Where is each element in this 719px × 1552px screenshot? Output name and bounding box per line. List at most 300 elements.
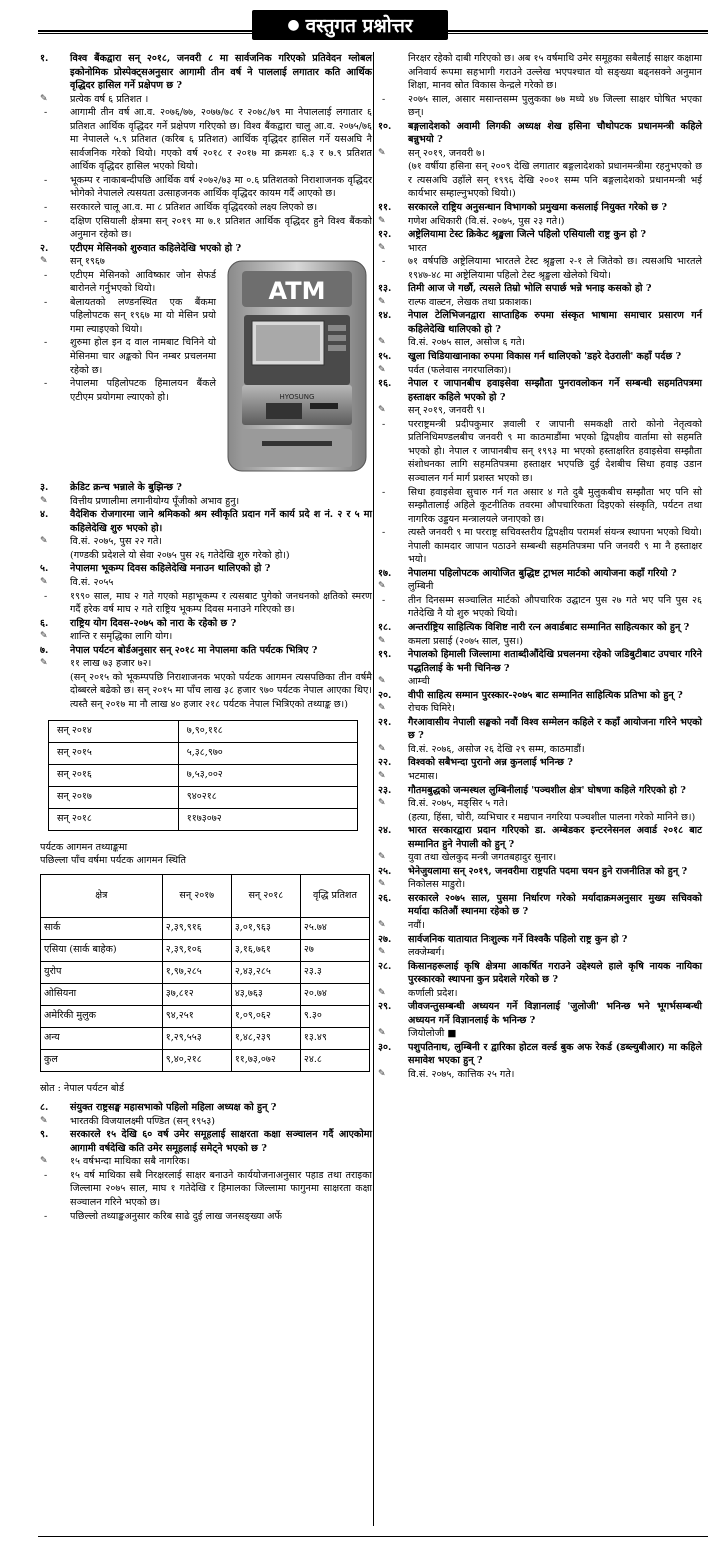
- question-text: बङ्गलादेशको अवामी लिगकी अध्यक्ष शेख हसिना चौथोपटक प्रधानमन्त्री कहिले बन्नुभयो ?: [408, 120, 702, 146]
- answer-pen-icon: ✎: [40, 536, 48, 547]
- question-number: ५.: [40, 563, 49, 575]
- table-row: [49, 742, 358, 764]
- detail-item: [40, 590, 372, 617]
- value-cell: १,४८,२३९: [231, 1027, 300, 1049]
- detail-text: सिधा हवाइसेवा सुचारु गर्न गत असार ४ गते दुबै मुलुकबीच सम्झौता भए पनि सो सम्झौतालाई अहिले कूटनीतिक तवरमा औपचारिकता दिइएको संस्कृति, पर्यटन तथा नागरिक उड्डयन मन्त्रालयले जनाएको छ।: [408, 486, 702, 525]
- question-text: एटीएम मेसिनको शुरुवात कहिलेदेखि भएको हो ?: [70, 242, 242, 254]
- region-cell: सार्क: [41, 917, 163, 939]
- table-row: [41, 1005, 370, 1027]
- detail-item: [40, 1169, 372, 1210]
- question-text: भारत सरकारद्वारा प्रदान गरिएको डा. अम्बेडकर इन्टरनेसनल अवार्ड २०१८ बाट सम्मानित हुने नेपाली को हुन् ?: [408, 825, 702, 850]
- question-number: १७.: [378, 567, 392, 579]
- value-cell: १३.४९: [300, 1027, 369, 1049]
- detail-item: [40, 377, 216, 404]
- question: [378, 350, 702, 364]
- dash-icon: -: [382, 594, 386, 606]
- answer-text: लक्जेम्बर्ग।: [408, 947, 445, 959]
- question-text: सार्वजनिक यातायात निःशुल्क गर्ने विश्वकै पहिलो राष्ट्र कुन हो ?: [408, 933, 628, 945]
- answer-text: सन् २०१९, जनवरी ९।: [408, 405, 485, 417]
- question: [378, 309, 702, 336]
- qa-block-3: [40, 1101, 372, 1223]
- detail-item: [378, 526, 702, 567]
- answer-text: रोचक घिमिरे।: [408, 703, 455, 715]
- question-number: १५.: [378, 351, 392, 363]
- answer-pen-icon: ✎: [40, 631, 48, 642]
- dash-icon: -: [382, 256, 386, 268]
- question-number: २२.: [378, 757, 392, 769]
- note-text: निरक्षर रहेको दाबी गरिएको छ। अब १५ वर्षमाथि उमेर समूहका सबैलाई साक्षर कक्षामा अनिवार्य रूपमा सहभागी गराउने उल्लेख भएपश्चात यो सङ्ख्या बढ्नसक्ने अनुमान शिक्षा, मानव स्रोत विकास केन्द्रले गरेको छ।: [408, 53, 702, 92]
- dash-icon: -: [44, 1169, 48, 1181]
- dash-icon: -: [44, 174, 48, 186]
- note-text: (७१ वर्षीया हसिना सन् २००९ देखि लगातार बङ्गलादेशको प्रधानमन्त्रीमा रहनुभएको छ र त्यसअघि उहाँले सन् १९९६ देखि २००१ सम्म पनि बङ्गलादेशको प्रधानमन्त्री भई कार्यभार सम्हाल्नुभएको थियो।): [408, 161, 702, 200]
- detail-text: दक्षिण एसियाली क्षेत्रमा सन् २०१९ मा ७.१ प्रतिशत आर्थिक वृद्धिदर हुने विश्व बैंकको अनुमान रहेको छ।: [70, 215, 372, 241]
- answer-text: वि.सं. २०७५, कात्तिक २५ गते।: [408, 1069, 515, 1081]
- region-cell: युरोप: [41, 961, 163, 983]
- answer-text: नवौं।: [408, 920, 425, 931]
- answer-text: भारत: [408, 242, 427, 254]
- detail-text: सरकारले चालू आ.व. मा ८ प्रतिशत आर्थिक वृद्धिदरको लक्ष्य लिएको छ।: [70, 202, 318, 214]
- year-cell: सन् २०१५: [49, 742, 179, 764]
- answer: [378, 675, 702, 689]
- value-cell: १,९७,२८५: [162, 961, 231, 983]
- table-row: [49, 786, 358, 808]
- answer-text: वि.सं. २०७५, पुस २२ गते।: [70, 536, 163, 548]
- answer-pen-icon: ✎: [40, 495, 48, 506]
- value-cell: २,३९,९१६: [162, 917, 231, 939]
- atm-image: [222, 257, 372, 477]
- detail-item: [378, 486, 702, 527]
- left-column: [40, 52, 372, 1223]
- question-number: २५.: [378, 865, 392, 877]
- detail-item: [378, 418, 702, 486]
- question-number: ६.: [40, 617, 49, 629]
- answer-text: कर्णाली प्रदेश।: [408, 987, 458, 999]
- question-number: १०.: [378, 120, 392, 132]
- answer-text: ११ लाख ७३ हजार ७२।: [70, 658, 152, 670]
- value-cell: २,४३,२८५: [231, 961, 300, 983]
- answer-text: वि.सं. २०७५, मङ्सिर ५ गते।: [408, 798, 508, 810]
- table-row: [49, 764, 358, 786]
- answer-pen-icon: ✎: [378, 798, 386, 809]
- answer-text: गणेश अधिकारी (वि.सं. २०७५, पुस २३ गते।): [408, 215, 565, 227]
- detail-text: पछिल्लो तथ्याङ्कअनुसार करिब साढे दुई लाख जनसङ्ख्या अर्फे: [70, 1210, 282, 1222]
- answer: [40, 255, 216, 269]
- value-cell: ३,१६,७६१: [231, 939, 300, 961]
- table-row: [41, 1049, 370, 1071]
- region-cell: कुल: [41, 1049, 163, 1071]
- table-row: [41, 983, 370, 1005]
- question: [40, 52, 372, 93]
- table-row: [49, 720, 358, 742]
- question: [378, 824, 702, 851]
- question: [378, 933, 702, 947]
- answer: [378, 851, 702, 865]
- value-cell: २४.८: [300, 1049, 369, 1071]
- answer-pen-icon: ✎: [378, 879, 386, 890]
- question-number: २७.: [378, 933, 392, 945]
- detail-text: तीन दिनसम्म सञ्चालित मार्टको औपचारिक उद्घाटन पुस २७ गते भए पनि पुस २६ गतेदेखि नै यो शुरु भएको थियो।: [408, 594, 702, 620]
- answer: [40, 93, 372, 107]
- year-cell: सन् २०१७: [49, 786, 179, 808]
- question-text: विश्व बैंकद्वारा सन् २०१८, जनवरी ८ मा सार्वजनिक गरिएको प्रतिवेदन ग्लोबल इकोनोमिक प्रोस्पेक्ट्सअनुसार आगामी तीन वर्ष ने पाललाई लगातार कति आर्थिक वृद्धिदर हासिल गर्ने प्रक्षेपण छ ?: [70, 53, 372, 92]
- dash-icon: -: [44, 337, 48, 349]
- value-cell: ९.३०: [300, 1005, 369, 1027]
- question-number: २९.: [378, 1001, 392, 1013]
- answer-pen-icon: ✎: [378, 987, 386, 998]
- detail-item: [40, 201, 372, 215]
- value-cell: २७: [300, 939, 369, 961]
- table-row: [41, 961, 370, 983]
- detail-text: एटीएम मेसिनको आविष्कार जोन सेफर्ड बारोनले गर्नुभएको थियो।: [70, 269, 216, 295]
- answer-text: वि.सं. २०७६, असोज २६ देखि २९ सम्म, काठमाडौं।: [408, 743, 585, 755]
- question: [40, 1128, 372, 1155]
- answer: [378, 1027, 702, 1041]
- question-text: अष्ट्रेलियामा टेस्ट क्रिकेट श्रृङ्खला जित्ने पहिलो एसियाली राष्ट्र कुन हो ?: [408, 229, 647, 241]
- question: [378, 716, 702, 743]
- dash-icon: -: [44, 202, 48, 214]
- table-source: स्रोत : नेपाल पर्यटन बोर्ड: [40, 1082, 124, 1094]
- value-cell: ३७,८१२: [162, 983, 231, 1005]
- question: [378, 784, 702, 798]
- bullet-icon: ●: [287, 17, 300, 33]
- question-text: नेपाल र जापानबीच हवाइसेवा सम्झौता पुनरावलोकन गर्ने सम्बन्धी सहमतिपत्रमा हस्ताक्षर कहिले भएको हो ?: [408, 378, 702, 403]
- dash-icon: -: [44, 269, 48, 281]
- question-number: ३.: [40, 482, 49, 494]
- question-number: २६.: [378, 892, 392, 904]
- question-number: ९.: [40, 1129, 49, 1141]
- answer-pen-icon: ✎: [378, 242, 386, 253]
- question-number: १६.: [378, 378, 392, 390]
- answer-pen-icon: ✎: [378, 852, 386, 863]
- count-cell: ११७३०७२: [178, 808, 357, 830]
- caption-1: पर्यटक आगमन तथ्याङ्कमा: [40, 841, 128, 853]
- detail-text: ७१ वर्षपछि अष्ट्रेलियामा भारतले टेस्ट श्रृङ्खला २-१ ले जितेको छ। त्यसअघि भारतले १९४७-४८ मा अष्ट्रेलियामा पहिलो टेस्ट श्रृङ्खला खेलेको थियो।: [408, 256, 702, 281]
- question: [378, 892, 702, 919]
- answer-pen-icon: ✎: [378, 770, 386, 781]
- answer-text: प्रत्येक वर्ष ६ प्रतिशत ।: [70, 93, 149, 105]
- question-number: ७.: [40, 644, 49, 656]
- question: [378, 960, 702, 987]
- answer: [378, 635, 702, 649]
- question-number: १.: [40, 53, 49, 64]
- question-text: संयुक्त राष्ट्रसङ्घ महासभाको पहिलो महिला अध्यक्ष को हुन् ?: [70, 1102, 277, 1114]
- question: [378, 282, 702, 296]
- detail-item: [40, 174, 372, 201]
- note-text: (हत्या, हिंसा, चोरी, व्यभिचार र मद्यपान नगरिया पञ्चशील पालना गरेको मानिने छ।): [408, 811, 696, 823]
- section-title-text: वस्तुगत प्रश्नोत्तर: [305, 15, 413, 37]
- answer: [378, 580, 702, 594]
- answer-text: राल्फ वाल्र्टन, लेखक तथा प्रकाशक।: [408, 296, 532, 308]
- answer-text: सन् २०१९, जनवरी ७।: [408, 147, 485, 159]
- answer: [378, 743, 702, 757]
- question-number: १४.: [378, 310, 392, 322]
- region-cell: एसिया (सार्क बाहेक): [41, 939, 163, 961]
- answer: [40, 535, 372, 549]
- question-text: वीपी साहित्य सम्मान पुरस्कार-२०७५ बाट सम्मानित साहित्यिक प्रतिभा को हुन् ?: [408, 689, 683, 701]
- answer: [378, 242, 702, 256]
- answer-pen-icon: ✎: [40, 1115, 48, 1126]
- value-cell: २३.३: [300, 961, 369, 983]
- answer: [40, 576, 372, 590]
- question: [378, 689, 702, 703]
- detail-text: शुरुमा होल इन द वाल नामबाट चिनिने यो मेसिनमा चार अङ्कको पिन नम्बर प्रचलनमा रहेको छ।: [70, 337, 216, 376]
- atm-machine-icon: [222, 257, 372, 477]
- question: [378, 1041, 702, 1068]
- qa-block-1: [40, 52, 372, 255]
- question-text: गैरआवासीय नेपाली सङ्घको नवौं विश्व सम्मेलन कहिले र कहाँ आयोजना गरिने भएको छ ?: [408, 716, 702, 742]
- answer: [40, 1115, 372, 1129]
- answer-text: निकोलस माडुरो।: [408, 879, 466, 891]
- answer-pen-icon: ✎: [378, 920, 386, 930]
- question-number: २४.: [378, 825, 392, 837]
- dash-icon: -: [44, 378, 48, 390]
- answer-text: भटमास।: [408, 770, 438, 782]
- dash-icon: -: [382, 527, 386, 539]
- question-number: १२.: [378, 229, 392, 241]
- dash-icon: -: [44, 590, 48, 602]
- answer-pen-icon: ✎: [378, 1028, 386, 1039]
- year-cell: सन् २०१६: [49, 764, 179, 786]
- answer-text: शान्ति र समृद्धिका लागि योग।: [70, 631, 173, 643]
- region-cell: ओसियना: [41, 983, 163, 1005]
- region-cell: अमेरिकी मुलुक: [41, 1005, 163, 1027]
- answer-pen-icon: ✎: [378, 337, 386, 348]
- footer-rule: [38, 1536, 708, 1537]
- count-cell: ७,९०,११८: [178, 720, 357, 742]
- question-text: गौतमबुद्धको जन्मस्थल लुम्बिनीलाई 'पञ्चशील क्षेत्र' घोषणा कहिले गरिएको हो ?: [408, 784, 686, 796]
- answer: [378, 147, 702, 161]
- table-header-row: [41, 874, 370, 917]
- question-number: ४.: [40, 509, 49, 521]
- column-header: सन् २०१८: [231, 874, 300, 917]
- dash-icon: -: [44, 1210, 48, 1222]
- table-row: [41, 939, 370, 961]
- answer-text: पर्वत (फलेवास नगरपालिका)।: [408, 364, 512, 376]
- answer: [378, 987, 702, 1001]
- region-cell: अन्य: [41, 1027, 163, 1049]
- question-text: तिमी आज जे गर्छौ, त्यसले तिम्रो भोलि सपार्छ भन्ने भनाइ कसको हो ?: [408, 283, 652, 295]
- question-text: नेपालको हिमाली जिल्लामा शताब्दीऔंदेखि प्रचलनमा रहेको जडिबुटीबाट उपचार गरिने पद्धतिलाई के भनी चिनिन्छ ?: [408, 649, 702, 674]
- count-cell: ९४०२१८: [178, 786, 357, 808]
- question: [40, 481, 372, 495]
- answer-text: युवा तथा खेलकुद मन्त्री जगतबहादुर सुनार।: [408, 852, 557, 864]
- question-text: विश्वको सबैभन्दा पुरानो अन्न कुनलाई भनिन्छ ?: [408, 757, 573, 769]
- detail-text: आगामी तीन वर्ष आ.व. २०७६/७७, २०७७/७८ र २०७८/७९ मा नेपाललाई लगातार ६ प्रतिशत आर्थिक वृद्धिदर गर्ने प्रक्षेपण गरिएको छ। विश्व बैंकद्वारा चालु आ.व. २०७५/७६ मा नेपालले ५.९ प्रतिशत (करिब ६ प्रतिशत) आर्थिक वृद्धिदर हासिल गर्ने यसअघि नै सार्वजनिक गरेको थियो। गएको वर्ष २०१८ र २०१७ मा क्रमशः ६.३ र ७.९ प्रतिशत आर्थिक वृद्धिदर हासिल भएको थियो।: [70, 107, 372, 173]
- detail-text: भूकम्प र नाकाबन्दीपछि आर्थिक वर्ष २०७२/७३ मा ०.६ प्रतिशतको निराशाजनक वृद्धिदर भोगेको नेपालले त्यसयता उत्साहजनक आर्थिक वृद्धिदर कायम गर्दै आएको छ।: [70, 174, 372, 200]
- dash-icon: -: [382, 486, 386, 498]
- question-text: नेपालमा पहिलोपटक आयोजित बुद्धिष्ट ट्राभल मार्टको आयोजना कहाँ गरियो ?: [408, 567, 677, 579]
- value-cell: २,३९,१०६: [162, 939, 231, 961]
- detail-item: [40, 215, 372, 242]
- question: [40, 644, 372, 658]
- answer-text: आम्ची: [408, 676, 430, 688]
- qa-block-right: [378, 52, 702, 1082]
- answer: [378, 770, 702, 784]
- answer-pen-icon: ✎: [378, 405, 386, 416]
- note-text: (सन् २०१५ को भूकम्पपछि निराशाजनक भएको पर्यटक आगमन त्यसपछिका तीन वर्षमै दोब्बरले बढेको छ। सन् २०१५ मा पाँच लाख ३८ हजार ९७० पर्यटक नेपाल आएका थिए। त्यस्तै सन् २०१७ मा नौ लाख ४० हजार २१८ पर्यटक नेपाल भित्रिएको तथ्याङ्क छ।): [70, 671, 372, 710]
- question: [40, 508, 372, 535]
- question-text: भेनेजुयलामा सन् २०१९, जनवरीमा राष्ट्रपति पदमा चयन हुने राजनीतिज्ञ को हुन् ?: [408, 865, 688, 877]
- question-number: २०.: [378, 689, 392, 701]
- answer: [378, 336, 702, 350]
- question: [378, 228, 702, 242]
- question-text: सरकारले २०७५ साल, पुसमा निर्धारण गरेको मर्यादाक्रमअनुसार मुख्य सचिवको मर्यादा कतिऔं स्थानमा रहेको छ ?: [408, 892, 702, 918]
- question-text: राष्ट्रिय योग दिवस-२०७५ को नारा के रहेको छ ?: [70, 617, 237, 629]
- detail-text: २०७५ साल, असार मसान्तसम्म पुलुकका ७७ मध्ये ४७ जिल्ला साक्षर घोषित भएका छन्।: [408, 93, 702, 119]
- value-cell: ९४,२५१: [162, 1005, 231, 1027]
- answer-text: वि.सं. २०५५: [70, 577, 114, 589]
- value-cell: ४३,७६३: [231, 983, 300, 1005]
- answer-text: लुम्बिनी: [408, 581, 434, 593]
- question: [378, 756, 702, 770]
- value-cell: ११,७३,०७२: [231, 1049, 300, 1071]
- detail-item: [378, 594, 702, 621]
- detail-text: त्यस्तै जनवरी ९ मा परराष्ट्र सचिवस्तरीय द्विपक्षीय परामर्श संयन्त्र स्थापना भएको थियो। नेपाली कामदार जापान पठाउने सम्बन्धी सहमतिपत्रमा पनि जनवरी ९ मा नै हस्ताक्षर भयो।: [408, 527, 702, 566]
- answer-text: कमला प्रसाई (२०७५ साल, पुस।): [408, 635, 523, 647]
- detail-item: [40, 1210, 372, 1224]
- atm-brand: HYOSUNG: [279, 393, 315, 402]
- answer-pen-icon: ✎: [378, 296, 386, 307]
- answer: [378, 919, 702, 933]
- detail-text: १५ वर्ष माथिका सबै निरक्षरलाई साक्षर बनाउने कार्ययोजनाअनुसार पहाड तथा तराइका जिल्लामा २०७५ साल, माघ १ गतेदेखि र हिमालका जिल्लामा फागुनमा साक्षरता कक्षा सञ्चालन गरिने भएको छ।: [70, 1169, 372, 1208]
- detail-text: १९९० साल, माघ २ गते गएको महाभूकम्प र त्यसबाट पुगेको जनधनको क्षतिको स्मरण गर्दै हरेक वर्ष माघ २ गते राष्ट्रिय भूकम्प दिवस मनाउने गरिएको छ।: [70, 590, 372, 616]
- question-number: ८.: [40, 1102, 49, 1114]
- answer: [40, 495, 372, 509]
- detail-item: [40, 106, 372, 174]
- regional-arrival-table: [40, 874, 370, 1072]
- answer-pen-icon: ✎: [40, 93, 48, 104]
- question-number: २८.: [378, 960, 392, 972]
- section-title: [252, 10, 448, 40]
- answer: [40, 657, 372, 671]
- dash-icon: -: [382, 418, 386, 430]
- answer: [378, 878, 702, 892]
- count-cell: ५,३८,९७०: [178, 742, 357, 764]
- year-cell: सन् २०१८: [49, 808, 179, 830]
- question-text: अन्तर्राष्ट्रिय साहित्यिक विशिष्ट नारी रत्न अवार्डबाट सम्मानित साहित्यकार को हुन् ?: [408, 621, 690, 633]
- value-cell: २५.७४: [300, 917, 369, 939]
- note-text: (गण्डकी प्रदेशले यो सेवा २०७५ पुस २६ गतेदेखि शुरु गरेको हो।): [70, 549, 290, 561]
- tourist-arrival-table: [48, 720, 358, 831]
- question-text: किसानहरूलाई कृषि क्षेत्रमा आकर्षित गराउने उद्देश्यले हाले कृषि नायक नायिका पुरस्कारको स्थापना कुन प्रदेशले गरेको छ ?: [408, 960, 702, 986]
- table-row: [49, 808, 358, 830]
- table-row: [41, 1027, 370, 1049]
- column-header: वृद्धि प्रतिशत: [300, 874, 369, 917]
- answer: [40, 630, 372, 644]
- question-text: नेपाल पर्यटन बोर्डअनुसार सन् २०१८ मा नेपालमा कति पर्यटक भित्रिए ?: [70, 644, 318, 656]
- value-cell: १,०९,०६२: [231, 1005, 300, 1027]
- question-text: जीवजन्तुसम्बन्धी अध्ययन गर्ने विज्ञानलाई 'जुलोजी' भनिन्छ भने भूगर्भसम्बन्धी अध्ययन गर्ने विज्ञानलाई के भनिन्छ ?: [408, 1001, 702, 1026]
- count-cell: ७,५३,००२: [178, 764, 357, 786]
- question: [378, 865, 702, 879]
- question: [378, 201, 702, 215]
- question-text: नेपाल टेलिभिजनद्वारा साप्ताहिक रुपमा संस्कृत भाषामा समाचार प्रसारण गर्न कहिलेदेखि थालिएको हो ?: [408, 310, 702, 335]
- detail-item: [40, 296, 216, 337]
- question: [378, 567, 702, 581]
- question: [378, 621, 702, 635]
- detail-item: [378, 255, 702, 282]
- dash-icon: -: [44, 296, 48, 308]
- answer: [378, 364, 702, 378]
- answer-pen-icon: ✎: [378, 947, 386, 958]
- question-text: वैदेशिक रोजगारमा जाने श्रमिकको श्रम स्वीकृति प्रदान गर्ने कार्य प्रदे श नं. २ र ५ मा कहिलेदेखि शुरु भएको हो।: [70, 509, 372, 534]
- question-number: ११.: [378, 202, 392, 214]
- detail-text: परराष्ट्रमन्त्री प्रदीपकुमार ज्ञवाली र जापानी समकक्षी तारो कोनो नेतृत्वको प्रतिनिधिमण्डलबीच जनवरी ९ मा काठमाडौंमा भएको द्विपक्षीय वार्तामा सो सहमति भएको हो। नेपाल र जापानबीच सन् १९९३ मा भएको हस्ताक्षरित हवाइसेवा सम्झौता संशोधनका लागि सहमतिपत्रमा हस्ताक्षर भएपछि दुई देशबीच सिधा हवाइ उडान सञ्चालन गर्न मार्ग प्रशस्त भएको छ।: [408, 418, 702, 484]
- answer-pen-icon: ✎: [378, 703, 386, 714]
- answer-pen-icon: ✎: [40, 1156, 48, 1167]
- answer-text: भारतकी विजयालक्ष्मी पण्डित (सन् १९५३): [70, 1115, 215, 1127]
- answer: [378, 946, 702, 960]
- answer: [40, 1155, 372, 1169]
- answer-pen-icon: ✎: [40, 658, 48, 669]
- question-number: २१.: [378, 716, 392, 728]
- question: [378, 1000, 702, 1027]
- answer-pen-icon: ✎: [378, 581, 386, 592]
- right-column: [378, 52, 702, 1082]
- answer-text: १५ वर्षभन्दा माथिका सबै नागरिक।: [70, 1156, 190, 1168]
- answer-text: वि.सं. २०७५ साल, असोज ६ गते।: [408, 337, 526, 349]
- detail-item: [40, 269, 216, 296]
- year-cell: सन् २०१४: [49, 720, 179, 742]
- question: [378, 120, 702, 147]
- question: [378, 377, 702, 404]
- detail-item: [378, 93, 702, 120]
- detail-text: बेलायतको लण्डनस्थित एक बैंकमा पहिलोपटक सन् १९६७ मा यो मेसिन प्रयो गमा ल्याइएको थियो।: [70, 296, 216, 335]
- question: [378, 648, 702, 675]
- answer: [378, 1068, 702, 1082]
- detail-text: नेपालमा पहिलोपटक हिमालयन बैंकले एटीएम प्रयोगमा ल्याएको हो।: [70, 378, 216, 403]
- answer-text: वित्तीय प्रणालीमा लगानीयोग्य पूँजीको अभाव हुनु।: [70, 495, 240, 507]
- question: [40, 617, 372, 631]
- question-number: १८.: [378, 621, 392, 633]
- column-divider: [373, 52, 374, 1526]
- answer: [378, 215, 702, 229]
- value-cell: ९,४०,२१८: [162, 1049, 231, 1071]
- answer: [378, 797, 702, 811]
- answer-text: जियोलोजी ■: [408, 1028, 457, 1040]
- answer-pen-icon: ✎: [378, 743, 386, 754]
- value-cell: ३,०१,९६३: [231, 917, 300, 939]
- answer-text: सन् १९६७: [70, 256, 105, 268]
- value-cell: १,२९,५५३: [162, 1027, 231, 1049]
- answer-pen-icon: ✎: [40, 256, 48, 267]
- answer-pen-icon: ✎: [378, 147, 386, 158]
- caption-2: पछिल्ला पाँच वर्षमा पर्यटक आगमन स्थिति: [40, 855, 186, 867]
- dash-icon: -: [44, 215, 48, 227]
- question-text: क्रेडिट क्रन्च भन्नाले के बुझिन्छ ?: [70, 482, 182, 494]
- answer-pen-icon: ✎: [378, 1069, 386, 1080]
- column-header: क्षेत्र: [41, 874, 163, 917]
- column-header: सन् २०१७: [162, 874, 231, 917]
- qa-block-2: [40, 481, 372, 711]
- detail-item: [40, 336, 216, 377]
- answer-pen-icon: ✎: [378, 635, 386, 646]
- question-number: २.: [40, 242, 49, 254]
- dash-icon: -: [382, 93, 386, 105]
- answer: [378, 404, 702, 418]
- question-text: पशुपतिनाथ, लुम्बिनी र द्वारिका होटल वर्ल्ड बुक अफ रेकर्ड (डब्ल्युबीआर) मा कहिले समावेश भएका हुन् ?: [408, 1041, 702, 1067]
- answer-pen-icon: ✎: [378, 364, 386, 375]
- atm-sign: ATM: [268, 277, 326, 306]
- question-number: ३०.: [378, 1041, 392, 1053]
- value-cell: २०.७४: [300, 983, 369, 1005]
- question-number: १३.: [378, 283, 392, 295]
- question-text: खुला चिडियाखानाका रुपमा विकास गर्न थालिएको 'डहरे देउराली' कहाँ पर्दछ ?: [408, 351, 682, 363]
- question-number: १९.: [378, 649, 392, 661]
- answer: [378, 702, 702, 716]
- dash-icon: -: [44, 107, 48, 119]
- question-text: सरकारले राष्ट्रिय अनुसन्धान विभागको प्रमुखमा कसलाई नियुक्त गरेको छ ?: [408, 202, 667, 214]
